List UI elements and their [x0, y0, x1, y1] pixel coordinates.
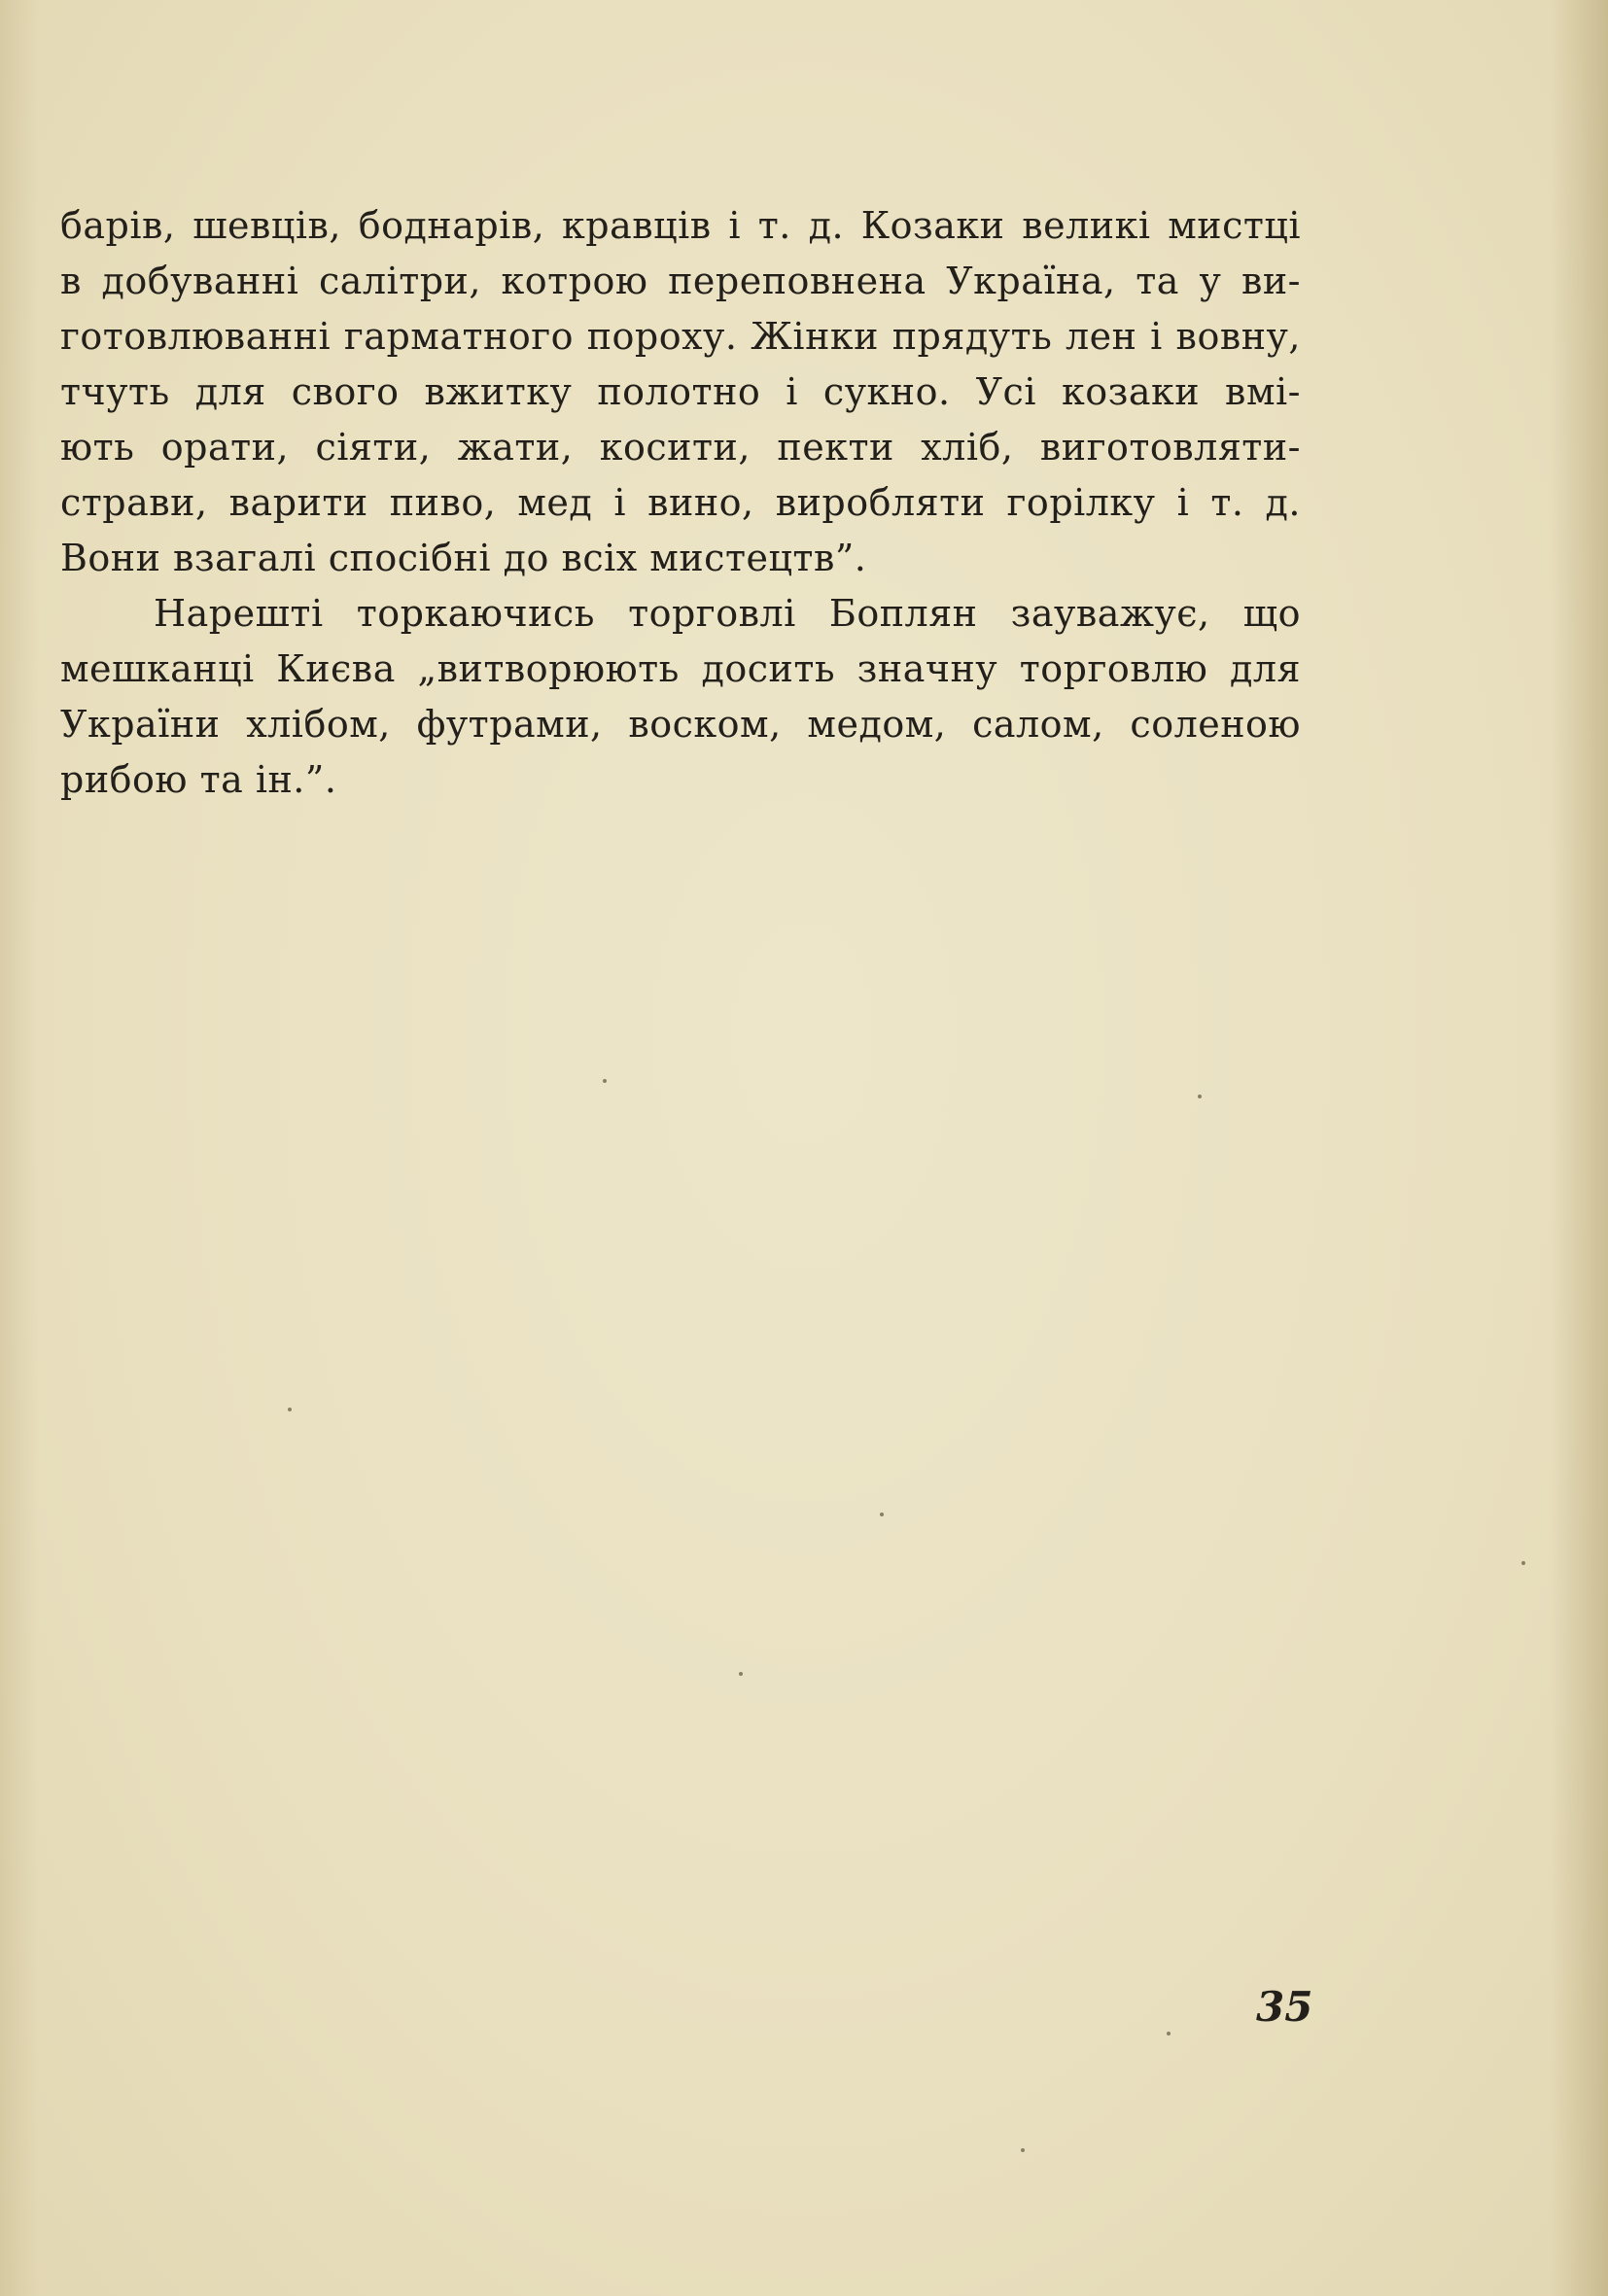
- paragraph-2: [60, 586, 1301, 808]
- text-line: мешканці Києва „витворюють досить значну торговлю для: [60, 647, 1301, 690]
- text-line: тчуть для свого вжитку полотно і сукно. Усі козаки вмі-: [60, 370, 1301, 413]
- text-line: страви, варити пиво, мед і вино, виробляти горілку і т. д.: [60, 481, 1301, 524]
- paper-speck: [739, 1672, 743, 1676]
- text-line: Нарешті торкаючись торговлі Боплян зауважує, що: [154, 592, 1301, 635]
- page-edge-shadow-right: [1550, 0, 1608, 2296]
- text-line: готовлюванні гарматного пороху. Жінки прядуть лен і вовну,: [60, 315, 1301, 358]
- text-line: рибою та ін.”.: [60, 758, 337, 801]
- paper-speck: [603, 1079, 607, 1083]
- paragraph-1: [60, 198, 1301, 586]
- paper-speck: [1021, 2148, 1025, 2152]
- page-number: 35: [1256, 1983, 1313, 2031]
- paper-speck: [880, 1513, 884, 1516]
- page-edge-shadow-left: [0, 0, 39, 2296]
- paper-speck: [1198, 1095, 1202, 1098]
- text-line: Вони взагалі спосібні до всіх мистецтв”.: [60, 537, 867, 579]
- paper-speck: [1167, 2032, 1171, 2035]
- text-line: України хлібом, футрами, воском, медом, салом, соленою: [60, 703, 1301, 746]
- text-line: в добуванні салітри, котрою переповнена Україна, та у ви-: [60, 260, 1301, 302]
- body-text: [60, 198, 1301, 808]
- paper-speck: [288, 1408, 292, 1411]
- paper-speck: [1521, 1561, 1525, 1565]
- text-line: барів, шевців, боднарів, кравців і т. д. Козаки великі мистці: [60, 204, 1301, 247]
- text-line: ють орати, сіяти, жати, косити, пекти хліб, виготовляти-: [60, 426, 1301, 469]
